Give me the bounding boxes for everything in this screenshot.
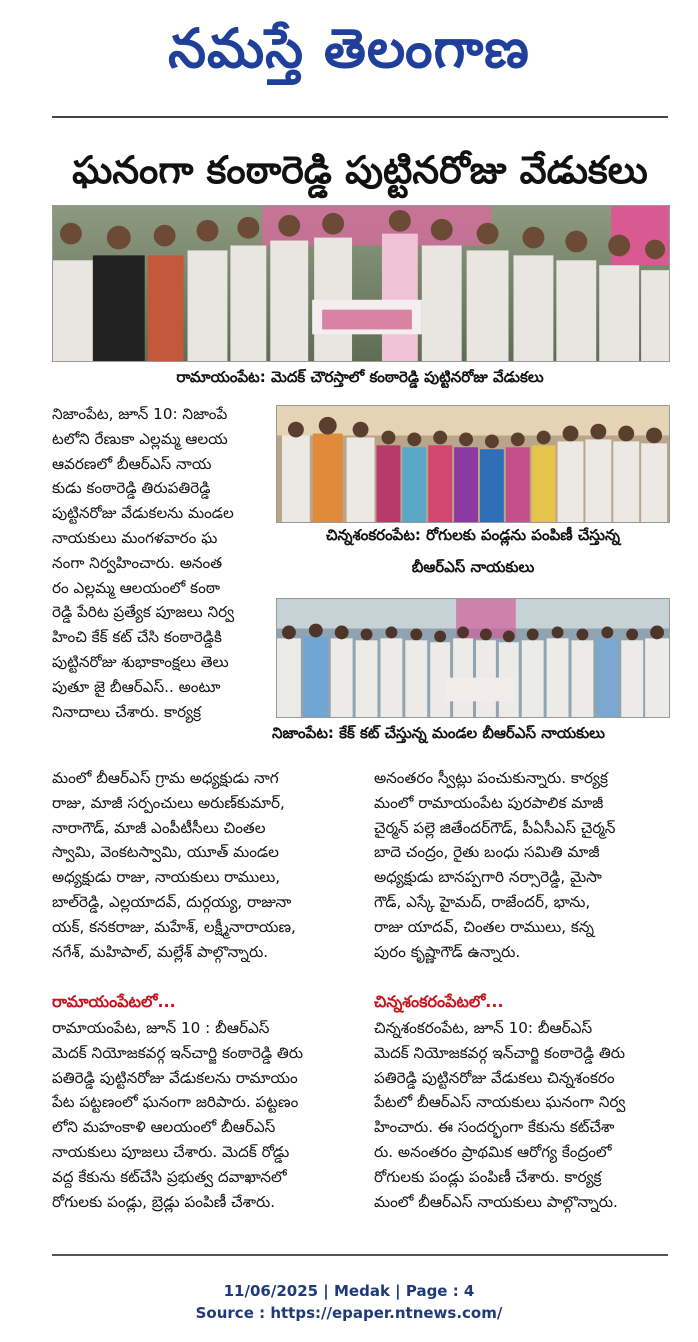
text-line: గౌడ్, ఎస్కే హైమద్, రాజేందర్, భాను, bbox=[374, 892, 591, 911]
middle-photo-caption bbox=[276, 524, 670, 578]
footer-source-line: Source : https://epaper.ntnews.com/ bbox=[195, 1304, 503, 1322]
newspaper-logo: నమస్తే తెలంగాణ bbox=[168, 16, 530, 80]
text-line: రాజు యాదవ్, చింతల రాములు, కన్న bbox=[374, 917, 594, 936]
article-headline: ఘనంగా కంఠారెడ్డి పుట్టినరోజు వేడుకలు bbox=[72, 148, 648, 192]
middle-caption-line1: చిన్నశంకరంపేట: రోగులకు పండ్లను పంపిణీ చేస్తున్న bbox=[326, 526, 620, 544]
text-line: పతిరెడ్డి పుట్టినరోజు వేడుకలు చిన్నశంకరం bbox=[374, 1068, 615, 1087]
text-line: రోగులకు పండ్లు, బ్రెడ్లు పంపిణీ చేశారు. bbox=[52, 1192, 276, 1211]
text-line: స్వామి, వెంకటస్వామి, యూత్ మండల bbox=[52, 843, 279, 862]
text-line: పేటలో బీఆర్ఎస్ నాయకులు ఘనంగా నిర్వ bbox=[374, 1093, 626, 1112]
text-line: నాయకులు పూజలు చేశారు. మెదక్ రోడ్డు bbox=[52, 1142, 290, 1161]
top-photo-caption: రామాయంపేట: మెదక్ చౌరస్తాలో కంఠారెడ్డి పుట్టినరోజు వేడుకలు bbox=[176, 368, 544, 386]
lower-photo bbox=[276, 598, 670, 718]
masthead bbox=[0, 0, 698, 110]
text-line: బాదె చంద్రం, రైతు బంధు సమితి మాజీ bbox=[374, 843, 600, 862]
text-line: నిజాంపేట, జూన్ 10: నిజాంపే bbox=[52, 405, 228, 423]
text-line: కుడు కంఠారెడ్డి తిరుపతిరెడ్డి bbox=[52, 479, 211, 498]
text-line: నారాగౌడ్, మాజీ ఎంపీటీసీలు చింతల bbox=[52, 818, 266, 837]
text-line: పుతూ జై బీఆర్ఎస్.. అంటూ bbox=[52, 677, 221, 696]
text-line: పుట్టినరోజు శుభాకాంక్షలు తెలు bbox=[52, 652, 229, 671]
article-intro-text bbox=[52, 402, 266, 724]
text-line: నంగా నిర్వహించారు. అనంత bbox=[52, 553, 223, 572]
left-subheading: రామాయంపేటలో... bbox=[52, 992, 176, 1011]
text-line: అధ్యక్షుడు రాజు, నాయకులు రాములు, bbox=[52, 868, 281, 887]
text-line: పతిరెడ్డి పుట్టినరోజు వేడుకలను రామాయం bbox=[52, 1068, 298, 1087]
article-left-main-text bbox=[52, 766, 360, 964]
text-line: అధ్యక్షుడు బానప్పగారి నర్సారెడ్డి, మైసా bbox=[374, 868, 602, 887]
text-line: చిన్నశంకరంపేట, జూన్ 10: బీఆర్ఎస్ bbox=[374, 1019, 593, 1037]
text-line: యక్, కనకరాజు, మహేశ్, లక్ష్మీనారాయణ, bbox=[52, 917, 296, 936]
masthead-divider bbox=[52, 116, 668, 118]
text-line: రు. అనంతరం ప్రాథమిక ఆరోగ్య కేంద్రంలో bbox=[374, 1142, 612, 1161]
text-line: చైర్మన్ పల్లె జితేందర్‌గౌడ్, పీఏసీఎస్ చైర్మన్ bbox=[374, 818, 616, 837]
text-line: రోగులకు పండ్లు పంపిణీ చేశారు. కార్యక్ర bbox=[374, 1167, 602, 1186]
text-line: నాయకులు మంగళవారం ఘ bbox=[52, 528, 218, 547]
text-line: బాల్‌రెడ్డి, ఎల్లయాదవ్, దుర్గయ్య, రాజునా bbox=[52, 892, 292, 911]
right-subheading: చిన్నశంకరంపేటలో... bbox=[374, 992, 504, 1011]
text-line: హించి కేక్ కట్ చేసి కంఠారెడ్డికి bbox=[52, 628, 222, 647]
text-line: రామాయంపేట, జూన్ 10 : బీఆర్ఎస్ bbox=[52, 1019, 270, 1037]
fruit-distribution-photo-image bbox=[277, 406, 669, 522]
text-line: అనంతరం స్వీట్లు పంచుకున్నారు. కార్యక్ర bbox=[374, 769, 608, 787]
bottom-divider bbox=[52, 1254, 668, 1256]
text-line: పురం కృష్ణాగౌడ్ ఉన్నారు. bbox=[374, 942, 521, 961]
article-left-sub-text bbox=[52, 1016, 360, 1214]
text-line: పుట్టినరోజు వేడుకలను మండల bbox=[52, 504, 234, 523]
text-line: రం ఎల్లమ్మ ఆలయంలో కంఠా bbox=[52, 578, 220, 597]
middle-photo bbox=[276, 405, 670, 523]
footer-date-line: 11/06/2025 | Medak | Page : 4 bbox=[223, 1282, 475, 1300]
text-line: నినాదాలు చేశారు. కార్యక్ర bbox=[52, 702, 201, 721]
text-line: రాజు, మాజీ సర్పంచులు అరుణ్‌కుమార్, bbox=[52, 793, 285, 812]
text-line: మంలో రామాయంపేట పురపాలిక మాజీ bbox=[374, 793, 604, 812]
text-line: మెదక్ నియోజకవర్గ ఇన్‌చార్జి కంఠారెడ్డి తిరు bbox=[374, 1043, 626, 1062]
text-line: నగేశ్, మహిపాల్, మల్లేశ్ పాల్గొన్నారు. bbox=[52, 942, 269, 961]
crowd-photo-image bbox=[53, 206, 669, 361]
text-line: హించారు. ఈ సందర్భంగా కేకును కట్‌చేశా bbox=[374, 1118, 615, 1137]
text-line: టలోని రేణుకా ఎల్లమ్మ ఆలయ bbox=[52, 429, 228, 448]
text-line: మంలో బీఆర్ఎస్ గ్రామ అధ్యక్షుడు నాగ bbox=[52, 769, 279, 787]
cake-cutting-photo-image bbox=[277, 599, 669, 717]
lower-photo-caption: నిజాంపేట: కేక్ కట్ చేస్తున్న మండల బీఆర్ఎస్ నాయకులు bbox=[272, 724, 605, 742]
text-line: రెడ్డి పేరిట ప్రత్యేక పూజలు నిర్వ bbox=[52, 603, 235, 622]
text-line: లోని మహంకాళి ఆలయంలో బీఆర్ఎస్ bbox=[52, 1118, 276, 1137]
article-right-sub-text bbox=[374, 1016, 670, 1214]
text-line: వద్ద కేకును కట్‌చేసి ప్రభుత్వ దవాఖానలో bbox=[52, 1167, 287, 1186]
text-line: మంలో బీఆర్ఎస్ నాయకులు పాల్గొన్నారు. bbox=[374, 1192, 618, 1211]
text-line: మెదక్ నియోజకవర్గ ఇన్‌చార్జి కంఠారెడ్డి తిరు bbox=[52, 1043, 304, 1062]
text-line: పేట పట్టణంలో ఘనంగా జరిపారు. పట్టణం bbox=[52, 1093, 299, 1112]
top-photo bbox=[52, 205, 670, 362]
article-right-main-text bbox=[374, 766, 670, 964]
text-line: ఆవరణలో బీఆర్ఎస్ నాయ bbox=[52, 454, 212, 473]
middle-caption-line2: బీఆర్ఎస్ నాయకులు bbox=[411, 558, 535, 576]
